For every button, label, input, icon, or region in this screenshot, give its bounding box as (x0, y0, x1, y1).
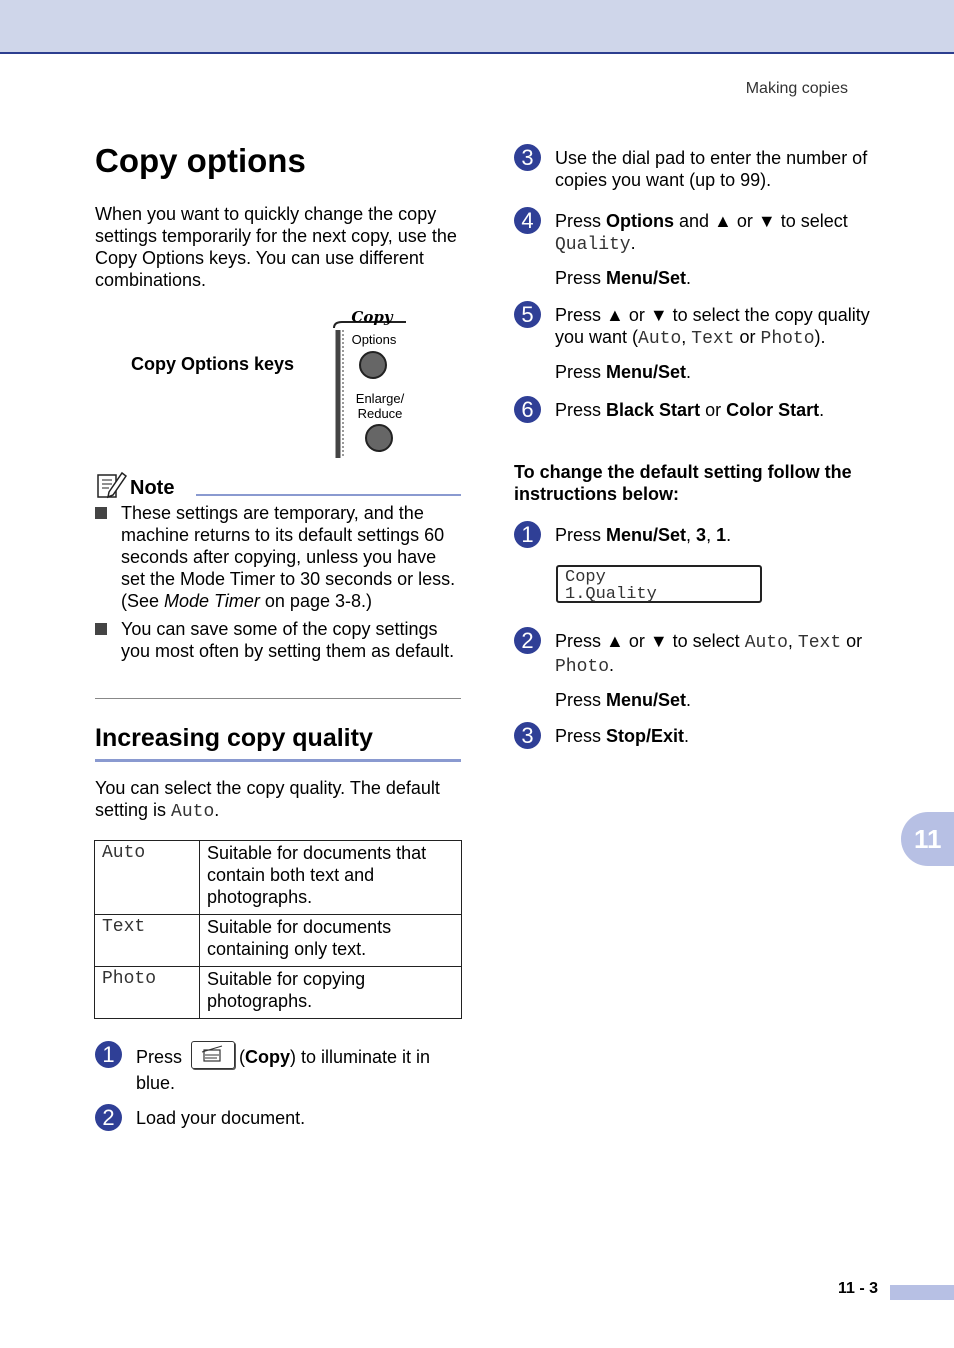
copy-options-keys-label: Copy Options keys (131, 354, 295, 374)
note-heading: Note (130, 477, 175, 499)
chapter-tab[interactable]: 11 (901, 812, 954, 866)
quality-key: Text (95, 915, 200, 967)
default-setting-heading: To change the default setting follow the instructions below: (514, 462, 852, 504)
copy-key-icon (191, 1041, 235, 1069)
quality-key: Auto (95, 841, 200, 915)
table-row (95, 841, 462, 915)
step-4-right: 4 Press Options and ▲ or ▼ to select Quality. Press Menu/Set. (514, 210, 884, 289)
step-number-badge: 1 (95, 1041, 122, 1068)
default-step-1: 1 Press Menu/Set, 3, 1. (514, 524, 884, 548)
top-band (0, 0, 954, 54)
step-2-left: 2 Load your document. (95, 1107, 461, 1131)
panel-brand-label: Copy (351, 308, 393, 326)
enlarge-reduce-key-label: Enlarge/ Reduce (355, 391, 405, 421)
step-number-badge: 1 (514, 521, 541, 548)
note-pencil-icon (95, 470, 127, 500)
step-number-badge: 3 (514, 722, 541, 749)
options-key-icon (360, 352, 386, 378)
page-number-bar (890, 1285, 954, 1300)
step-number-badge: 3 (514, 144, 541, 171)
step-3-right: 3 Use the dial pad to enter the number of copies you want (up to 99). (514, 147, 884, 191)
step-number-badge: 6 (514, 396, 541, 423)
lcd-line-2: 1.Quality (565, 585, 657, 604)
lcd-display (556, 565, 762, 603)
table-row (95, 915, 462, 967)
section-heading-quality: Increasing copy quality (95, 724, 461, 762)
quality-intro: You can select the copy quality. The default setting is Auto. (95, 778, 440, 822)
options-key-label: Options (351, 332, 397, 347)
quality-desc: Suitable for copying photographs. (200, 967, 462, 1019)
note-item: These settings are temporary, and the machine returns to its default settings 60 seconds after copying, unless you have set the Mode Timer to 30 seconds or less. (See Mode Timer on page 3-8.) (95, 502, 461, 612)
quality-key: Photo (95, 967, 200, 1019)
step-number-badge: 5 (514, 301, 541, 328)
step-1-left: 1 Press (Copy) to illuminate it in blue. (95, 1044, 461, 1094)
running-head: Making copies (745, 80, 848, 97)
page-number: 11 - 3 (838, 1280, 879, 1297)
step-number-badge: 2 (95, 1104, 122, 1131)
page-title: Copy options (95, 142, 306, 179)
intro-paragraph: When you want to quickly change the copy settings temporarily for the next copy, use the Copy Options keys. You can use different combinations. (95, 204, 457, 290)
note-box (95, 470, 461, 662)
default-step-2: 2 Press ▲ or ▼ to select Auto, Text or Photo. Press Menu/Set. (514, 630, 884, 711)
note-heading-rule (196, 494, 461, 496)
step-number-badge: 2 (514, 627, 541, 654)
quality-table (94, 840, 462, 1019)
lcd-line-1: Copy (565, 568, 606, 587)
enlarge-reduce-key-icon (366, 425, 392, 451)
table-row (95, 967, 462, 1019)
quality-desc: Suitable for documents containing only text. (200, 915, 462, 967)
step-6-right: 6 Press Black Start or Color Start. (514, 399, 884, 423)
step-number-badge: 4 (514, 207, 541, 234)
note-end-rule (95, 698, 461, 699)
copy-options-panel (326, 308, 416, 463)
quality-desc: Suitable for documents that contain both text and photographs. (200, 841, 462, 915)
note-item: You can save some of the copy settings you most often by setting them as default. (95, 618, 461, 662)
step-5-right: 5 Press ▲ or ▼ to select the copy quality you want (Auto, Text or Photo). Press Menu/Set. (514, 304, 884, 383)
default-step-3: 3 Press Stop/Exit. (514, 725, 884, 749)
